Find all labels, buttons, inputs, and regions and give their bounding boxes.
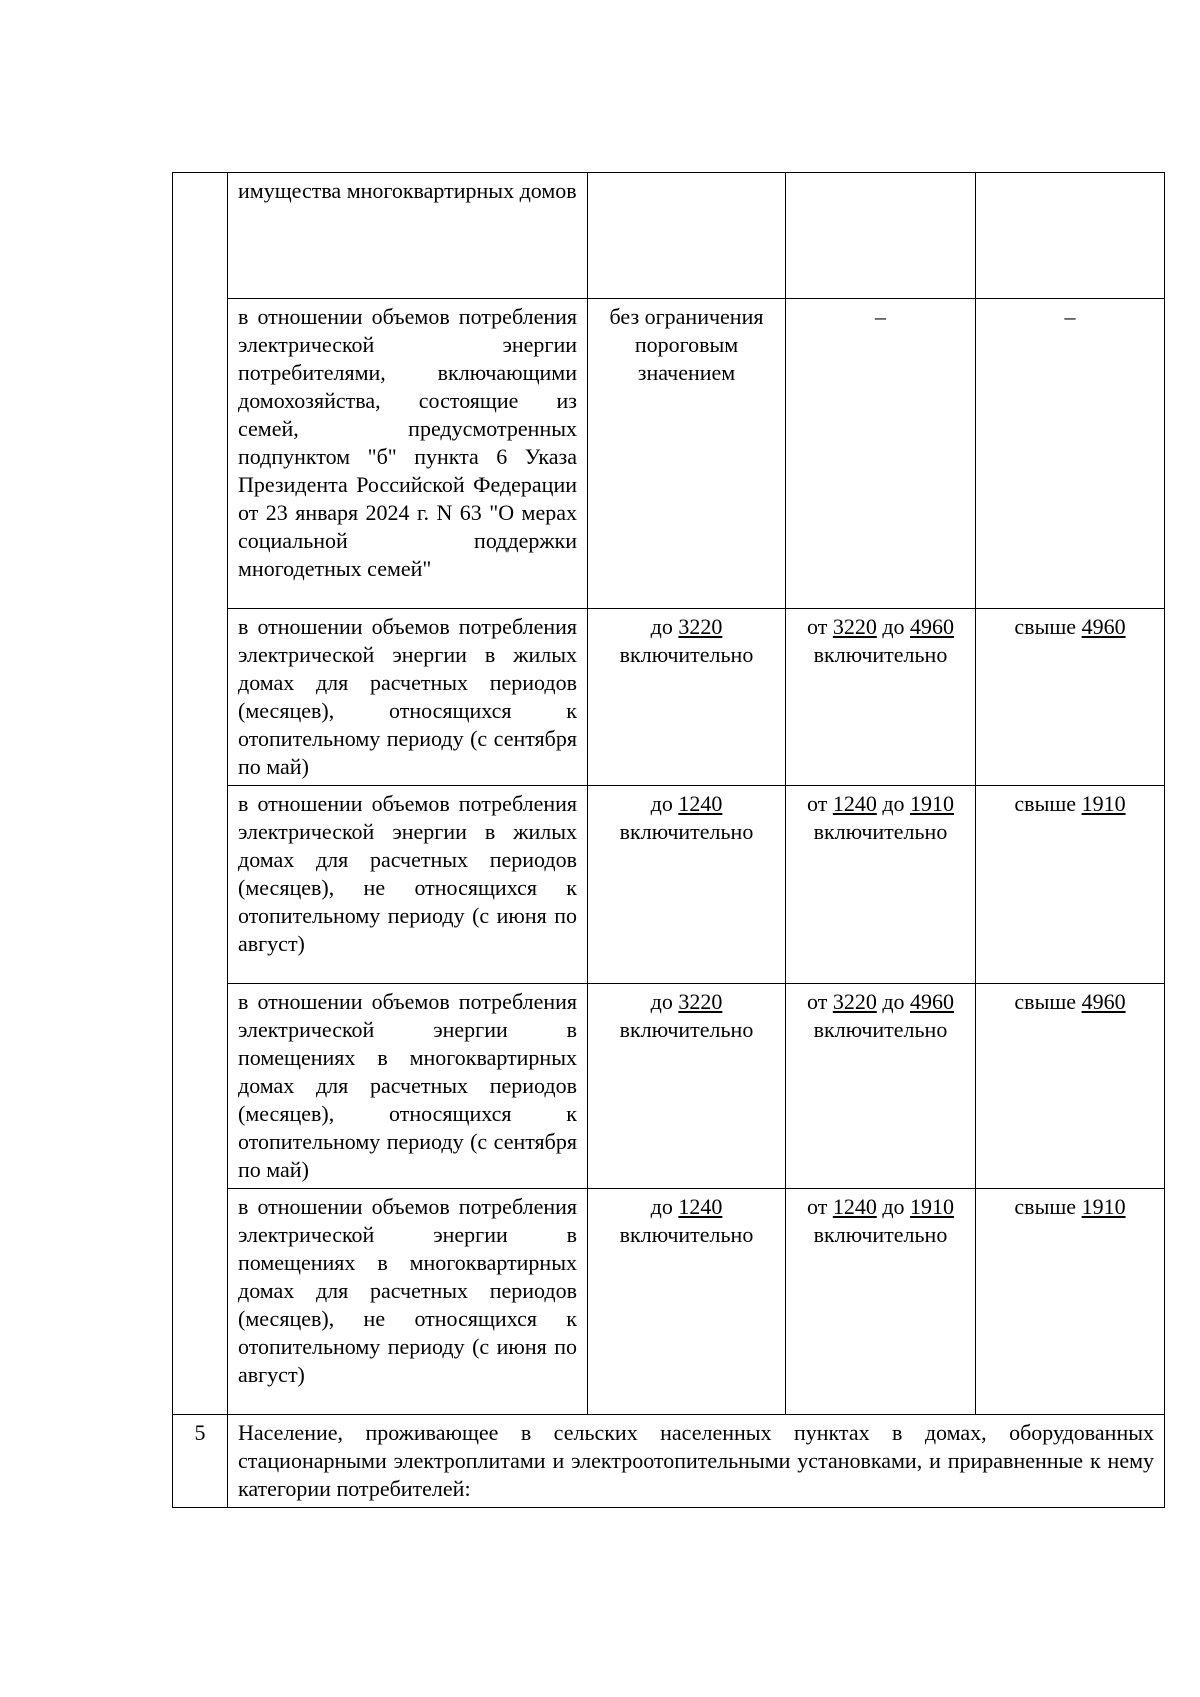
threshold-cell-3: свыше 1910 xyxy=(976,1189,1165,1415)
threshold-cell-1: до 1240 включительно xyxy=(588,786,786,984)
threshold-cell-3: свыше 4960 xyxy=(976,984,1165,1189)
description-cell: в отношении объемов потребления электрической энергии в жилых домах для расчетных периодов (месяцев), не относящихся к отопительному периоду (с июня по август) xyxy=(228,786,588,984)
table-row xyxy=(173,786,1165,984)
threshold-cell-2: от 3220 до 4960 включительно xyxy=(786,609,976,786)
category-description-cell: Население, проживающее в сельских населенных пунктах в домах, оборудованных стационарными электроплитами и электроотопительными установками, и приравненные к нему категории потребителей: xyxy=(228,1415,1165,1508)
threshold-cell-3: свыше 4960 xyxy=(976,609,1165,786)
table-row xyxy=(173,609,1165,786)
threshold-cell-3 xyxy=(976,173,1165,299)
threshold-cell-2: от 1240 до 1910 включительно xyxy=(786,1189,976,1415)
table-row xyxy=(173,299,1165,609)
threshold-cell-1: без ограничения пороговым значением xyxy=(588,299,786,609)
description-cell: в отношении объемов потребления электрической энергии потребителями, включающими домохозяйства, состоящие из семей, предусмотренных подпунктом "б" пункта 6 Указа Президента Российской Федерации от 23 января 2024 г. N 63 "О мерах социальной поддержки многодетных семей" xyxy=(228,299,588,609)
description-cell: в отношении объемов потребления электрической энергии в помещениях в многоквартирных домах для расчетных периодов (месяцев), относящихся к отопительному периоду (с сентября по май) xyxy=(228,984,588,1189)
threshold-cell-2: – xyxy=(786,299,976,609)
table-row xyxy=(173,173,1165,299)
row-number-cell xyxy=(173,173,228,1415)
threshold-cell-1 xyxy=(588,173,786,299)
threshold-cell-3: – xyxy=(976,299,1165,609)
description-cell: в отношении объемов потребления электрической энергии в помещениях в многоквартирных домах для расчетных периодов (месяцев), не относящихся к отопительному периоду (с июня по август) xyxy=(228,1189,588,1415)
threshold-cell-1: до 3220 включительно xyxy=(588,984,786,1189)
tariff-table xyxy=(172,172,1165,1508)
threshold-cell-2: от 3220 до 4960 включительно xyxy=(786,984,976,1189)
threshold-cell-2 xyxy=(786,173,976,299)
table-row xyxy=(173,984,1165,1189)
table-row xyxy=(173,1415,1165,1508)
row-number-cell: 5 xyxy=(173,1415,228,1508)
threshold-cell-1: до 3220 включительно xyxy=(588,609,786,786)
threshold-cell-1: до 1240 включительно xyxy=(588,1189,786,1415)
threshold-cell-3: свыше 1910 xyxy=(976,786,1165,984)
description-cell: в отношении объемов потребления электрической энергии в жилых домах для расчетных периодов (месяцев), относящихся к отопительному периоду (с сентября по май) xyxy=(228,609,588,786)
table-row xyxy=(173,1189,1165,1415)
description-cell: имущества многоквартирных домов xyxy=(228,173,588,299)
threshold-cell-2: от 1240 до 1910 включительно xyxy=(786,786,976,984)
